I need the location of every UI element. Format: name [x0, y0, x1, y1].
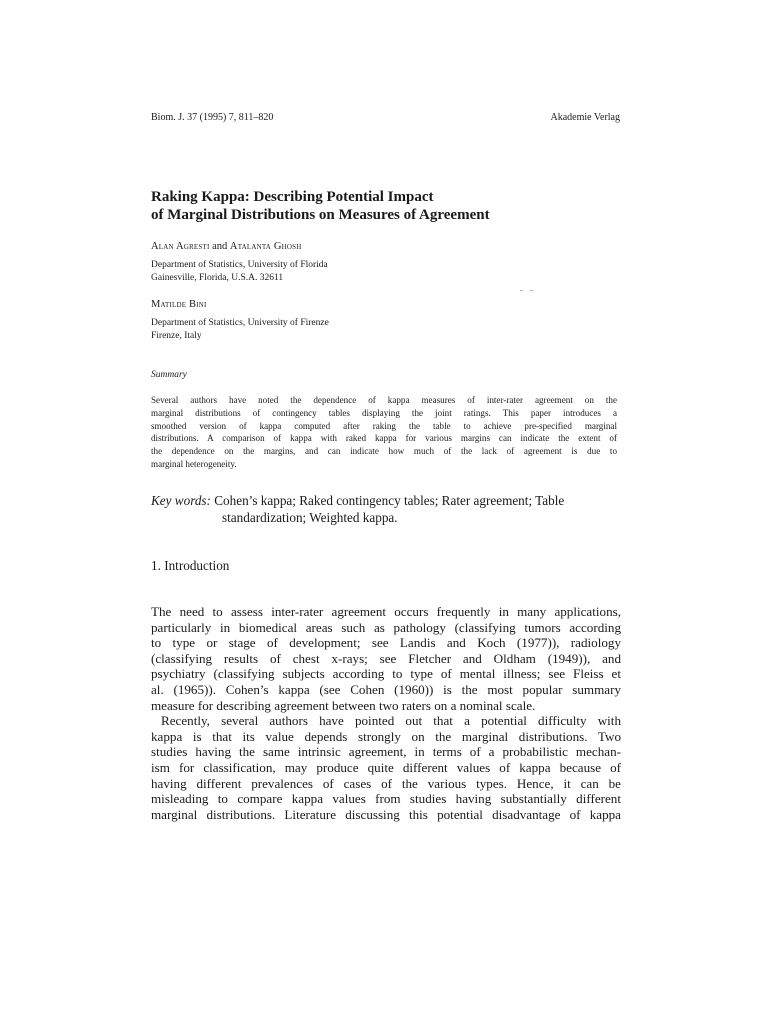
body-line: studies having the same intrinsic agreement, in terms of a probabilistic mechan-	[151, 744, 621, 760]
body-line: ism for classification, may produce quite different values of kappa because of	[151, 759, 621, 775]
summary-text	[151, 394, 617, 471]
body-line: misleading to compare kappa values from studies having substantially different	[151, 791, 621, 807]
body-line: marginal distributions. Literature discussing this potential disadvantage of kappa	[151, 806, 621, 822]
summary-line: the dependence on the margins, and can indicate how much of the lack of agreement is due to	[151, 446, 617, 457]
journal-citation: Biom. J. 37 (1995) 7, 811–820	[151, 112, 274, 123]
publisher-name: Akademie Verlag	[550, 112, 620, 123]
introduction-text	[151, 604, 621, 822]
scan-speck	[530, 290, 533, 291]
affiliation-line: Gainesville, Florida, U.S.A. 32611	[151, 273, 284, 283]
keywords-label: Key words:	[151, 493, 211, 508]
author-line	[151, 241, 302, 252]
summary-line: Several authors have noted the dependence of kappa measures of inter-rater agreement on the	[151, 395, 617, 405]
keywords	[151, 492, 621, 526]
affiliation-line: Department of Statistics, University of Florida	[151, 260, 328, 270]
body-line: particularly in biomedical areas such as pathology (classifying tumors according	[151, 619, 621, 635]
body-line: having different prevalences of cases of the various types. Hence, it can be	[151, 775, 621, 791]
section-heading: 1. Introduction	[151, 558, 230, 573]
summary-heading: Summary	[151, 370, 187, 380]
author-name: Alan Agresti	[151, 241, 210, 252]
summary-line: marginal heterogeneity.	[151, 458, 237, 469]
affiliation-2	[151, 317, 329, 343]
author-conjunction: and	[212, 241, 228, 252]
body-line: kappa is that its value depends strongly on the marginal distributions. Two	[151, 728, 621, 744]
title-line-1: Raking Kappa: Describing Potential Impact	[151, 189, 434, 205]
summary-line: smoothed version of kappa computed after raking the table to achieve pre-specified marginal	[151, 420, 617, 431]
keywords-line: Cohen’s kappa; Raked contingency tables; Rater agreement; Table	[214, 493, 565, 508]
body-line: The need to assess inter-rater agreement occurs frequently in many applications,	[151, 604, 621, 619]
title-line-2: of Marginal Distributions on Measures of Agreement	[151, 207, 490, 223]
body-line: psychiatry (classifying subjects according to type of mental illness; see Fleiss et	[151, 666, 621, 682]
body-line: (classifying results of chest x-rays; see Fletcher and Oldham (1949)), and	[151, 650, 621, 666]
body-line: al. (1965)). Cohen’s kappa (see Cohen (1960)) is the most popular summary	[151, 681, 621, 697]
summary-line: marginal distributions of contingency tables displaying the joint ratings. This paper introduces a	[151, 407, 617, 418]
affiliation-line: Firenze, Italy	[151, 331, 202, 341]
affiliation-line: Department of Statistics, University of Firenze	[151, 318, 329, 328]
body-line: to type or stage of development; see Landis and Koch (1977)), radiology	[151, 635, 621, 651]
affiliation-1	[151, 259, 328, 285]
keywords-line: standardization; Weighted kappa.	[222, 510, 398, 525]
summary-line: distributions. A comparison of kappa with raked kappa for various margins can indicate the extent of	[151, 433, 617, 444]
body-line: measure for describing agreement between two raters on a nominal scale.	[151, 697, 536, 713]
paper-title	[151, 188, 611, 224]
author-name: Matilde Bini	[151, 299, 207, 310]
scan-speck	[520, 290, 523, 291]
author-name: Atalanta Ghosh	[229, 241, 302, 252]
body-line: Recently, several authors have pointed out that a potential difficulty with	[161, 713, 621, 729]
